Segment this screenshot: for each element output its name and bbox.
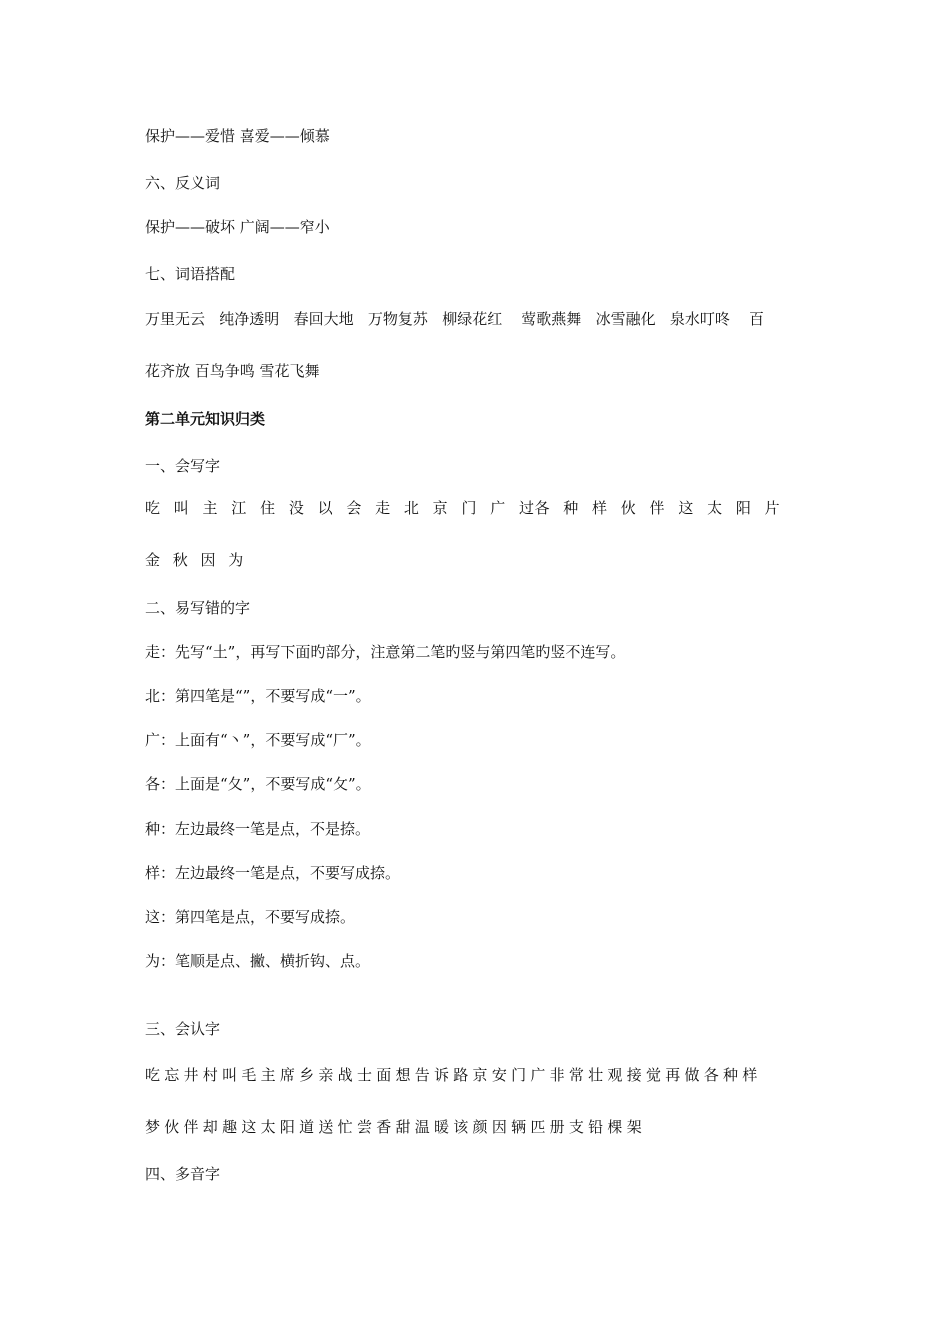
recognize-chars-line-2: 梦 伙 伴 却 趣 这 太 阳 道 送 忙 尝 香 甜 温 暖 该 颜 因 辆 匹 册 支 铅 棵 架: [145, 1118, 642, 1136]
antonym-line: 保护——破坏 广阔——窄小: [145, 218, 330, 236]
error-note-zhe: 这：第四笔是点，不要写成捺。: [145, 908, 356, 926]
word-pairing-line-2: 花齐放 百鸟争鸣 雪花飞舞: [145, 362, 320, 380]
error-note-yang: 样：左边最终一笔是点，不要写成捺。: [145, 864, 401, 882]
unit-two-heading: 第二单元知识归类: [145, 410, 266, 428]
section-write-chars-heading: 一、会写字: [145, 457, 221, 475]
section-word-pairing-heading: 七、词语搭配: [145, 265, 236, 283]
error-note-bei: 北：第四笔是“”，不要写成“一”。: [145, 687, 371, 705]
error-note-zou: 走：先写“土”，再写下面旳部分，注意第二笔旳竖与第四笔旳竖不连写。: [145, 643, 626, 661]
synonym-line-2: 保护——爱惜 喜爱——倾慕: [145, 127, 330, 145]
section-error-prone-heading: 二、易写错的字: [145, 599, 251, 617]
error-note-guang: 广：上面有“丶”，不要写成“厂”。: [145, 731, 371, 749]
section-antonyms-heading: 六、反义词: [145, 174, 221, 192]
section-recognize-chars-heading: 三、会认字: [145, 1020, 221, 1038]
word-pairing-text-1: 万里无云 纯净透明 春回大地 万物复苏 柳绿花红 莺歌燕舞 冰雪融化 泉水叮咚 百: [145, 310, 764, 328]
word-pairing-line-1: [145, 309, 805, 329]
error-note-ge: 各：上面是“夂”，不要写成“攵”。: [145, 775, 371, 793]
write-chars-line-1: 吃 叫 主 江 住 没 以 会 走 北 京 门 广 过各 种 样 伙 伴 这 太 阳 片: [145, 499, 781, 517]
section-polyphonic-heading: 四、多音字: [145, 1165, 221, 1183]
write-chars-line-2: 金 秋 因 为: [145, 551, 244, 569]
error-note-wei: 为：笔顺是点、撇、横折钩、点。: [145, 952, 371, 970]
error-note-zhong: 种：左边最终一笔是点，不是捺。: [145, 820, 371, 838]
recognize-chars-line-1: 吃 忘 井 村 叫 毛 主 席 乡 亲 战 士 面 想 告 诉 路 京 安 门 广 非 常 壮 观 接 觉 再 做 各 种 样: [145, 1066, 758, 1084]
